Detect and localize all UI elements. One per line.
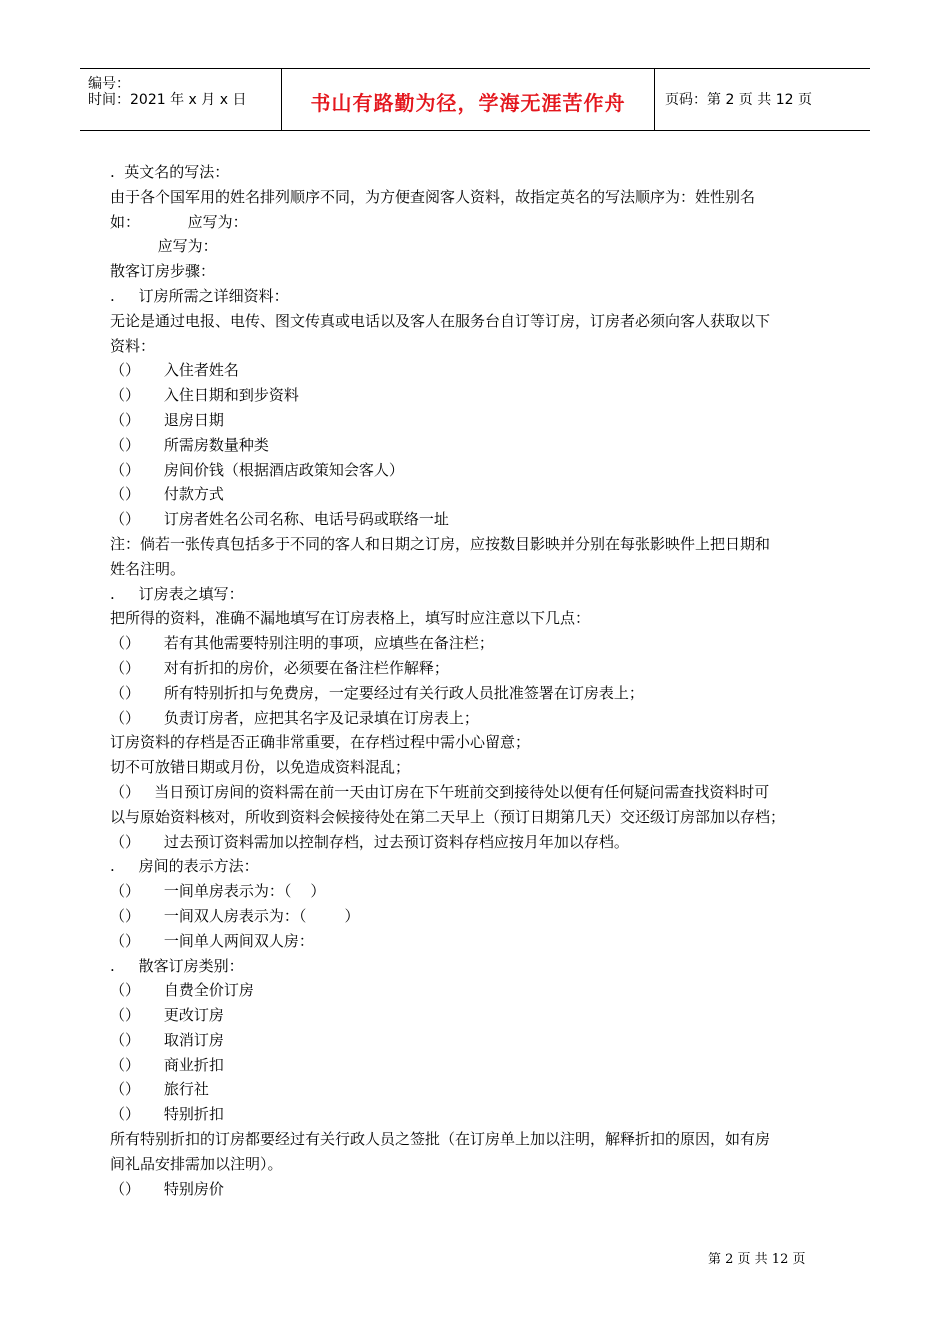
text-line: 所有特别折扣的订房都要经过有关行政人员之签批（在订房单上加以注明，解释折扣的原因，如有房 [110,1130,771,1149]
text-line: （） 所需房数量种类 [110,435,269,454]
text-line: . 英文名的写法： [110,163,230,181]
time-label: 时间：2021 年 x 月 x 日 [88,92,247,108]
header-meta-cell [80,69,282,130]
text-line: （） 商业折扣 [110,1055,224,1074]
text-line: （） 特别房价 [110,1179,224,1198]
text-line: （） 入住日期和到步资料 [110,386,299,405]
text-line: （） 过去预订资料需加以控制存档，过去预订资料存档应按月年加以存档。 [110,832,629,851]
text-line: . 散客订房类别： [110,956,244,975]
text-line: （） 一间单房表示为：（ ） [110,882,326,901]
text-line: 资料： [110,336,156,355]
text-line: . 订房所需之详细资料： [110,286,289,305]
text-line: 应写为： [110,237,218,256]
page-footer: 第 2 页 共 12 页 [708,1252,806,1267]
text-line: （） 订房者姓名公司名称、电话号码或联络一址 [110,510,449,529]
text-line: 把所得的资料，准确不漏地填写在订房表格上，填写时应注意以下几点： [110,609,591,628]
text-line: 注：倘若一张传真包括多于不同的客人和日期之订房，应按数目影映并分别在每张影映件上把日期和 [110,534,771,553]
number-label: 编号： [88,76,130,92]
header-table [80,68,870,131]
text-line: 如： 应写为： [110,212,248,231]
text-line: （） 负责订房者，应把其名字及记录填在订房表上； [110,708,479,727]
text-line: 订房资料的存档是否正确非常重要，在存档过程中需小心留意； [110,733,531,752]
page-label: 页码：第 2 页 共 12 页 [665,92,812,108]
text-line: （） 退房日期 [110,410,224,429]
text-line: 由于各个国军用的姓名排列顺序不同，为方便查阅客人资料，故指定英名的写法顺序为：姓性别名 [110,187,756,206]
text-line: （） 取消订房 [110,1030,224,1049]
text-line: （） 若有其他需要特别注明的事项，应填些在备注栏； [110,634,494,653]
text-line: （） 所有特别折扣与免费房，一定要经过有关行政人员批准签署在订房表上； [110,683,644,702]
header-page-cell [655,69,870,130]
text-line: . 订房表之填写： [110,584,244,603]
text-line: （） 自费全价订房 [110,981,254,1000]
text-line: 散客订房步骤： [110,262,216,281]
text-line: （） 旅行社 [110,1080,209,1099]
text-line: （） 一间单人两间双人房： [110,931,314,950]
text-line: （） 入住者姓名 [110,361,239,380]
text-line: （） 对有折扣的房价，必须要在备注栏作解释； [110,658,449,677]
text-line: （） 特别折扣 [110,1105,224,1124]
text-line: 姓名注明。 [110,559,186,578]
text-line: 切不可放错日期或月份，以免造成资料混乱； [110,758,411,777]
text-line: （） 房间价钱（根据酒店政策知会客人） [110,460,404,479]
document-body [110,160,850,1201]
text-line: （） 当日预订房间的资料需在前一天由订房在下午班前交到接待处以便有任何疑问需查找资料时可 [110,782,770,801]
text-line: （） 付款方式 [110,485,224,504]
text-line: 无论是通过电报、电传、图文传真或电话以及客人在服务台自订等订房，订房者必须向客人获取以下 [110,311,771,330]
motto-text: 书山有路勤为径，学海无涯苦作舟 [310,91,626,115]
text-line: （） 一间双人房表示为：（ ） [110,906,360,925]
header-motto-cell [282,69,655,130]
text-line: 以与原始资料核对，所收到资料会候接待处在第二天早上（预订日期第几天）交还级订房部加以存档； [110,807,786,826]
text-line: . 房间的表示方法： [110,857,259,876]
text-line: 间礼品安排需加以注明）。 [110,1154,283,1173]
text-line: （） 更改订房 [110,1006,224,1025]
